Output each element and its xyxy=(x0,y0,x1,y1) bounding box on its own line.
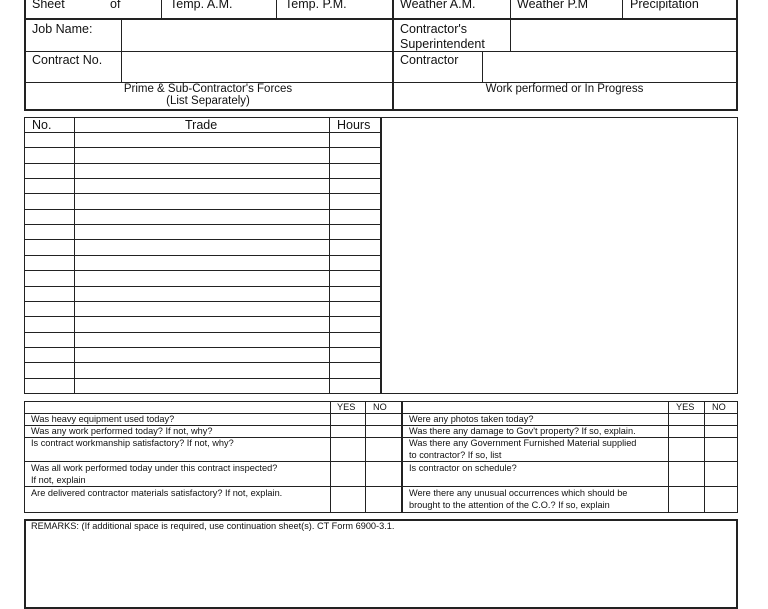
forces-table-row-rule xyxy=(24,224,381,225)
forces-table-row-rule xyxy=(24,378,381,379)
no-col-divider xyxy=(704,401,705,513)
forces-table-row-rule xyxy=(24,209,381,210)
remarks-label: REMARKS: (If additional space is required, use continuation sheet(s). CT Form 6900-3.1. xyxy=(31,521,395,531)
question-gfm-1: Was there any Government Furnished Material supplied xyxy=(409,438,637,448)
forces-table-row-rule xyxy=(24,163,381,164)
divider xyxy=(482,52,483,82)
of-label: of xyxy=(110,0,121,11)
sheet-label: Sheet xyxy=(32,0,65,11)
divider xyxy=(161,0,162,18)
forces-table-row-rule xyxy=(24,178,381,179)
no-header-right: NO xyxy=(712,402,726,412)
job-name-label: Job Name: xyxy=(32,22,93,36)
yes-col-divider xyxy=(330,401,331,513)
forces-title-line-1: Prime & Sub-Contractor's Forces xyxy=(123,83,293,95)
contract-no-label: Contract No. xyxy=(32,53,103,67)
contractors-superintendent-label-1: Contractor's xyxy=(400,22,467,36)
forces-table-row-rule xyxy=(24,362,381,363)
forces-table-row-rule xyxy=(24,286,381,287)
forces-section-title xyxy=(24,83,392,107)
row-rule xyxy=(24,461,738,462)
column-header-hours: Hours xyxy=(337,118,371,132)
temp-pm-label: Temp. P.M. xyxy=(285,0,347,11)
yes-header-left: YES xyxy=(337,402,356,412)
question-work-inspected-2: If not, explain xyxy=(31,475,86,485)
forces-table-row-rule xyxy=(24,255,381,256)
contractor-label: Contractor xyxy=(400,53,459,67)
no-col-divider xyxy=(365,401,366,513)
header-bottom-rule xyxy=(24,109,738,111)
column-header-trade: Trade xyxy=(185,118,218,132)
divider xyxy=(510,0,511,51)
weather-am-label: Weather A.M. xyxy=(400,0,476,11)
row-rule xyxy=(24,486,738,487)
question-gfm-2: to contractor? If so, list xyxy=(409,450,502,460)
question-unusual-2: brought to the attention of the C.O.? If so, explain xyxy=(409,500,610,510)
forces-table-row-rule xyxy=(24,239,381,240)
forces-table-row-rule xyxy=(24,347,381,348)
divider xyxy=(622,0,623,18)
work-performed-title: Work performed or In Progress xyxy=(485,83,644,95)
question-heavy-equipment: Was heavy equipment used today? xyxy=(31,414,175,424)
forces-table-row-rule xyxy=(24,193,381,194)
yes-header-right: YES xyxy=(676,402,695,412)
forces-table-row-rule xyxy=(24,332,381,333)
column-header-no: No. xyxy=(32,118,52,132)
row-rule xyxy=(24,51,738,52)
contractors-superintendent-label-2: Superintendent xyxy=(400,37,485,51)
question-unusual-1: Were there any unusual occurrences which should be xyxy=(409,488,628,498)
question-workmanship: Is contract workmanship satisfactory? If not, why? xyxy=(31,438,234,448)
header-top-rule xyxy=(24,18,738,20)
question-work-performed: Was any work performed today? If not, why? xyxy=(31,426,213,436)
question-schedule: Is contractor on schedule? xyxy=(409,463,517,473)
question-materials: Are delivered contractor materials satisfactory? If not, explain. xyxy=(31,488,283,498)
forces-title-line-2: (List Separately) xyxy=(166,95,250,107)
question-photos: Were any photos taken today? xyxy=(409,414,534,424)
precipitation-label: Precipitation xyxy=(630,0,699,11)
forces-table-row-rule xyxy=(24,270,381,271)
temp-am-label: Temp. A.M. xyxy=(170,0,233,11)
question-work-inspected-1: Was all work performed today under this contract inspected? xyxy=(31,463,278,473)
question-damage: Was there any damage to Gov't property? If so, explain. xyxy=(409,426,636,436)
forces-table-row-rule xyxy=(24,301,381,302)
questions-center-divider xyxy=(401,401,403,513)
remarks-box xyxy=(24,519,738,609)
form-right-border xyxy=(736,0,738,111)
no-header-left: NO xyxy=(373,402,387,412)
weather-pm-label: Weather P.M xyxy=(517,0,589,11)
forces-table-row-rule xyxy=(24,316,381,317)
yes-col-divider xyxy=(668,401,669,513)
divider xyxy=(276,0,277,18)
forces-table-row-rule xyxy=(24,147,381,148)
